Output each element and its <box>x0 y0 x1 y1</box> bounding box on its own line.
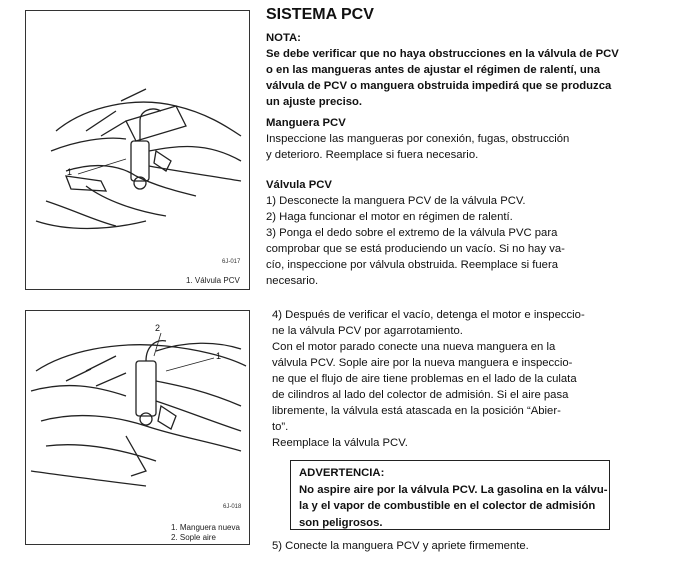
figure-pcv-valve-caption: 1. Válvula PCV <box>186 276 240 285</box>
page-title: SISTEMA PCV <box>266 6 374 23</box>
step4-line: 4) Después de verificar el vacío, detenga el motor e inspeccio- <box>272 309 585 321</box>
step4-line: Con el motor parado conecte una nueva manguera en la <box>272 341 556 353</box>
manguera-line: y deterioro. Reemplace si fuera necesario. <box>266 149 479 161</box>
warning-line: son peligrosos. <box>299 516 383 529</box>
figure-pcv-valve-callout-1: 1 <box>67 167 73 177</box>
warning-line: la y el vapor de combustible en el colector de admisión <box>299 500 596 512</box>
warning-box <box>290 460 610 530</box>
nota-line: Se debe verificar que no haya obstrucciones en la válvula de PCV <box>266 48 619 60</box>
figure-blow-air-code: 6J-018 <box>223 504 242 510</box>
step4-line: de cilindros al lado del colector de admisión. Si el aire pasa <box>272 389 569 401</box>
step4-line: válvula PCV. Sople aire por la nueva manguera e inspeccio- <box>272 357 573 369</box>
valvula-line: cío, inspeccione por válvula obstruida. Reemplace si fuera <box>266 259 558 271</box>
step4-line: ne la válvula PCV por agarrotamiento. <box>272 325 463 337</box>
step4-line: libremente, la válvula está atascada en la posición “Abier- <box>272 405 561 417</box>
figure-blow-air-caption-1: 1. Manguera nueva <box>171 523 240 532</box>
step5-line: 5) Conecte la manguera PCV y apriete firmemente. <box>272 540 529 552</box>
manguera-line: Inspeccione las mangueras por conexión, fugas, obstrucción <box>266 133 570 145</box>
step4-line: to”. <box>272 421 289 433</box>
manguera-heading: Manguera PCV <box>266 117 346 129</box>
valvula-line: 2) Haga funcionar el motor en régimen de ralentí. <box>266 211 513 223</box>
figure-blow-air-drawing <box>26 311 249 544</box>
figure-pcv-valve <box>25 10 250 290</box>
nota-label: NOTA: <box>266 32 301 44</box>
nota-line: válvula de PCV o manguera obstruida impedirá que se produzca <box>266 80 612 92</box>
figure-pcv-valve-drawing <box>26 11 249 289</box>
valvula-line: 3) Ponga el dedo sobre el extremo de la válvula PVC para <box>266 227 558 239</box>
figure-blow-air <box>25 310 250 545</box>
figure-pcv-valve-code: 6J-017 <box>222 259 241 265</box>
warning-line: No aspire aire por la válvula PCV. La gasolina en la válvu- <box>299 483 608 496</box>
figure-blow-air-caption-2: 2. Sople aire <box>171 533 216 542</box>
step4-line: ne que el flujo de aire tiene problemas en el lado de la culata <box>272 373 577 385</box>
valvula-line: necesario. <box>266 275 319 287</box>
nota-line: o en las mangueras antes de ajustar el régimen de ralentí, una <box>266 64 601 76</box>
step4-line: Reemplace la válvula PCV. <box>272 437 408 449</box>
warning-label: ADVERTENCIA: <box>299 467 385 479</box>
figure-blow-air-callout-1: 1 <box>216 351 222 361</box>
valvula-line: comprobar que se está produciendo un vacío. Si no hay va- <box>266 243 565 255</box>
valvula-heading: Válvula PCV <box>266 179 332 191</box>
figure-blow-air-callout-2: 2 <box>155 323 161 333</box>
valvula-line: 1) Desconecte la manguera PCV de la válvula PCV. <box>266 195 526 207</box>
nota-line: un ajuste preciso. <box>266 96 363 108</box>
